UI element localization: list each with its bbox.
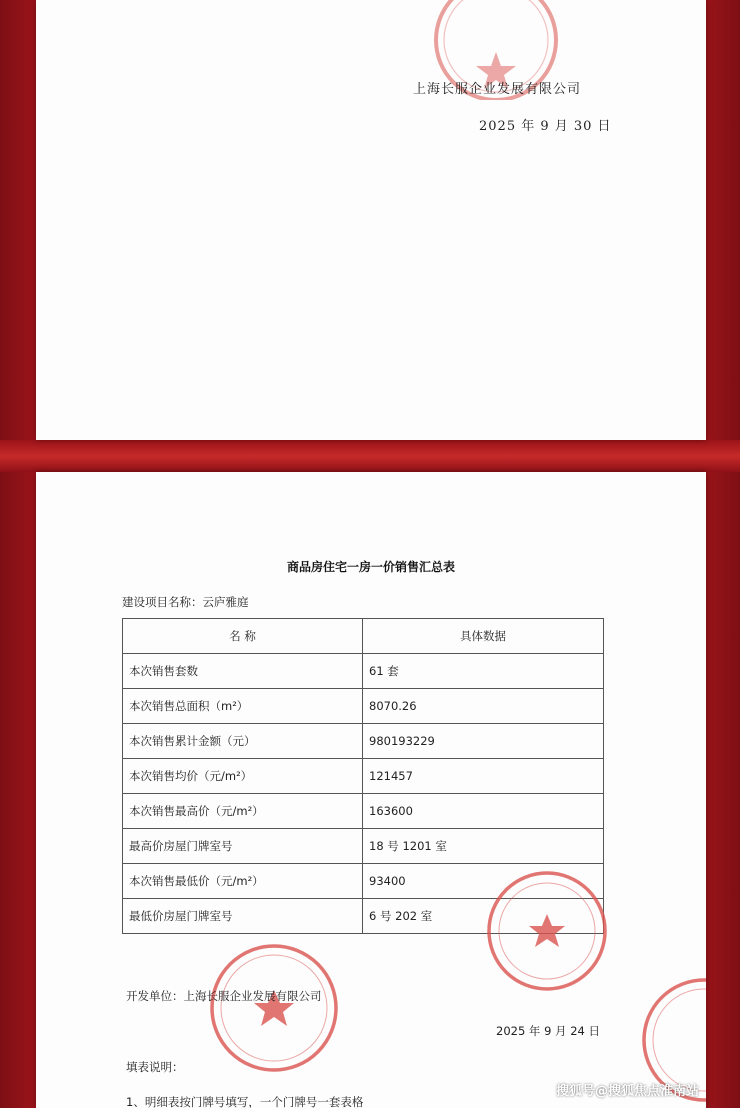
developer-name: 上海长服企业发展有限公司: [183, 989, 322, 1003]
row-label: 最高价房屋门牌室号: [123, 829, 363, 864]
table-row: [123, 654, 604, 689]
row-label: 本次销售总面积（m²）: [123, 689, 363, 724]
signature-date: 2025 年 9 月 30 日: [479, 119, 612, 134]
company-name: 上海长服企业发展有限公司: [413, 82, 582, 97]
document-page-bottom: [36, 472, 706, 1108]
table-row: [123, 829, 604, 864]
document-page-top: [36, 0, 706, 440]
header-name: 名 称: [123, 619, 363, 654]
table-row: [123, 689, 604, 724]
project-label: 建设项目名称：: [122, 595, 203, 609]
developer-line: [126, 988, 322, 1004]
company-seal-bottom: [204, 938, 344, 1078]
row-value: 93400: [363, 864, 604, 899]
table-row: [123, 794, 604, 829]
row-value: 18 号 1201 室: [363, 829, 604, 864]
row-label: 本次销售累计金额（元）: [123, 724, 363, 759]
row-label: 本次销售均价（元/m²）: [123, 759, 363, 794]
row-value: 61 套: [363, 654, 604, 689]
row-value: 121457: [363, 759, 604, 794]
project-name: 云庐雅庭: [202, 595, 249, 609]
header-data: 具体数据: [363, 619, 604, 654]
row-value: 6 号 202 室: [363, 899, 604, 934]
form-title: 商品房住宅一房一价销售汇总表: [286, 560, 455, 574]
row-label: 本次销售套数: [123, 654, 363, 689]
project-line: [122, 594, 249, 610]
row-label: 最低价房屋门牌室号: [123, 899, 363, 934]
official-seal-right: [482, 866, 612, 996]
row-value: 8070.26: [363, 689, 604, 724]
notes-title: 填表说明：: [126, 1060, 184, 1074]
row-label: 本次销售最高价（元/m²）: [123, 794, 363, 829]
table-row: [123, 759, 604, 794]
table-row: [123, 724, 604, 759]
watermark: 搜狐号@搜狐焦点淮南站: [556, 1084, 700, 1099]
background-band: [0, 440, 740, 472]
developer-label: 开发单位：: [126, 989, 184, 1003]
row-label: 本次销售最低价（元/m²）: [123, 864, 363, 899]
row-value: 980193229: [363, 724, 604, 759]
note-item: 1、明细表按门牌号填写，一个门牌号一套表格: [126, 1095, 364, 1108]
table-header-row: [123, 619, 604, 654]
row-value: 163600: [363, 794, 604, 829]
form-date: 2025 年 9 月 24 日: [496, 1024, 600, 1038]
